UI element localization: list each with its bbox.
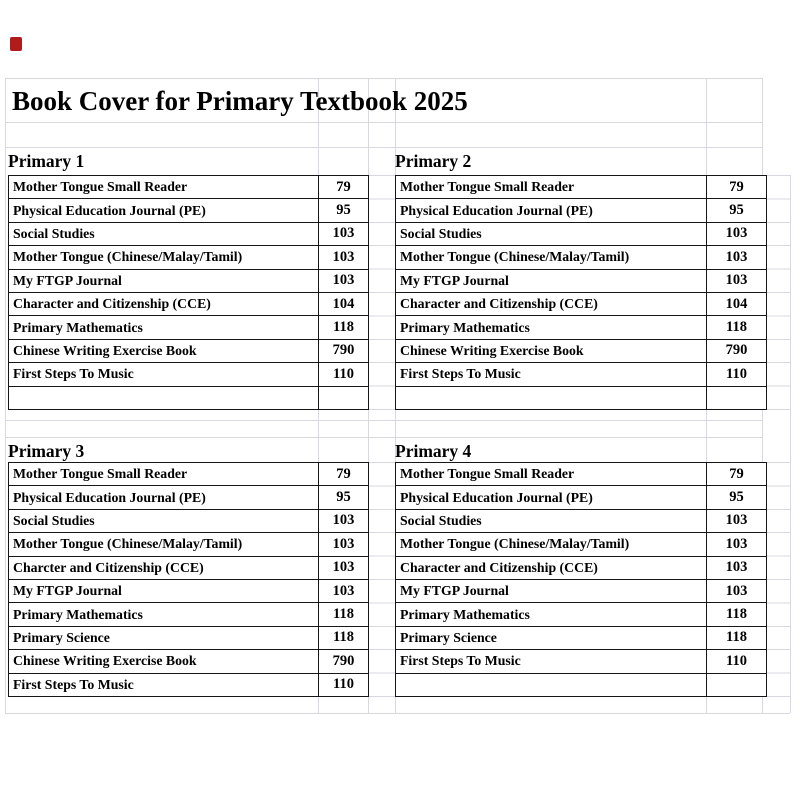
gridline (5, 437, 763, 438)
book-name-cell[interactable]: Mother Tongue (Chinese/Malay/Tamil) (396, 246, 707, 269)
book-qty-cell[interactable]: 103 (707, 556, 767, 579)
section-header-primary-3: Primary 3 (8, 441, 85, 461)
book-name-cell[interactable]: Physical Education Journal (PE) (9, 486, 319, 509)
book-name-cell[interactable]: Physical Education Journal (PE) (9, 199, 319, 222)
gridline (368, 175, 396, 411)
red-marker-icon (10, 37, 22, 51)
book-table-primary-1 (8, 175, 369, 410)
book-name-cell[interactable]: Mother Tongue (Chinese/Malay/Tamil) (396, 533, 707, 556)
book-qty-cell[interactable]: 118 (707, 316, 767, 339)
book-name-cell[interactable]: Primary Mathematics (396, 603, 707, 626)
book-qty-cell[interactable]: 103 (707, 533, 767, 556)
table-row (396, 292, 767, 315)
book-qty-cell[interactable]: 79 (319, 463, 369, 486)
book-name-cell[interactable]: My FTGP Journal (9, 269, 319, 292)
book-qty-cell[interactable]: 118 (707, 626, 767, 649)
table-row (9, 463, 369, 486)
book-name-cell[interactable]: Mother Tongue Small Reader (9, 176, 319, 199)
table-row (396, 222, 767, 245)
book-name-cell[interactable]: Primary Mathematics (396, 316, 707, 339)
table-row (9, 603, 369, 626)
book-name-cell[interactable]: Chinese Writing Exercise Book (396, 339, 707, 362)
table-row (396, 463, 767, 486)
book-table-primary-4 (395, 462, 767, 697)
book-name-cell[interactable]: Social Studies (396, 509, 707, 532)
book-qty-cell[interactable]: 103 (319, 246, 369, 269)
table-row (396, 533, 767, 556)
table-row (9, 579, 369, 602)
book-qty-cell[interactable]: 103 (319, 533, 369, 556)
book-qty-cell[interactable]: 104 (319, 292, 369, 315)
book-name-cell[interactable]: Chinese Writing Exercise Book (9, 650, 319, 673)
book-qty-cell[interactable]: 110 (707, 650, 767, 673)
book-qty-cell[interactable]: 103 (707, 269, 767, 292)
book-qty-cell[interactable]: 103 (707, 579, 767, 602)
book-table-primary-3 (8, 462, 369, 697)
table-row (396, 176, 767, 199)
table-row (9, 533, 369, 556)
gridline (5, 78, 763, 79)
section-header-primary-4: Primary 4 (395, 441, 472, 461)
book-name-cell[interactable]: Mother Tongue Small Reader (396, 176, 707, 199)
table-row (9, 363, 369, 386)
book-qty-cell[interactable]: 110 (707, 363, 767, 386)
book-name-cell[interactable]: Primary Science (9, 626, 319, 649)
gridline (5, 420, 763, 421)
gridline (790, 175, 791, 713)
book-qty-cell[interactable]: 79 (707, 176, 767, 199)
book-qty-cell[interactable]: 103 (319, 269, 369, 292)
book-name-cell[interactable] (9, 386, 319, 409)
book-name-cell[interactable]: First Steps To Music (396, 363, 707, 386)
book-qty-cell[interactable]: 110 (319, 363, 369, 386)
book-name-cell[interactable]: Social Studies (9, 509, 319, 532)
table-row (9, 176, 369, 199)
table-row (396, 603, 767, 626)
book-table-primary-2 (395, 175, 767, 410)
book-name-cell[interactable]: Mother Tongue Small Reader (396, 463, 707, 486)
table-row (9, 269, 369, 292)
table-row (9, 673, 369, 696)
book-qty-cell[interactable]: 104 (707, 292, 767, 315)
table-row (9, 509, 369, 532)
section-header-primary-1: Primary 1 (8, 151, 85, 171)
table-row (396, 486, 767, 509)
book-name-cell[interactable]: First Steps To Music (9, 363, 319, 386)
book-qty-cell[interactable]: 103 (319, 222, 369, 245)
table-row (396, 363, 767, 386)
table-row (396, 339, 767, 362)
book-qty-cell[interactable]: 118 (319, 603, 369, 626)
gridline (5, 78, 6, 713)
table-row (9, 386, 369, 409)
book-name-cell[interactable]: Character and Citizenship (CCE) (9, 292, 319, 315)
book-name-cell[interactable]: First Steps To Music (9, 673, 319, 696)
gridline (5, 713, 790, 714)
table-row (396, 269, 767, 292)
book-name-cell[interactable]: Mother Tongue (Chinese/Malay/Tamil) (9, 533, 319, 556)
book-qty-cell[interactable]: 118 (707, 603, 767, 626)
book-name-cell[interactable]: Chinese Writing Exercise Book (9, 339, 319, 362)
table-row (396, 626, 767, 649)
table-row (9, 626, 369, 649)
book-name-cell[interactable]: Mother Tongue (Chinese/Malay/Tamil) (9, 246, 319, 269)
page-title: Book Cover for Primary Textbook 2025 (12, 86, 468, 116)
table-row (9, 199, 369, 222)
book-qty-cell[interactable]: 103 (319, 579, 369, 602)
book-qty-cell[interactable]: 103 (319, 556, 369, 579)
book-name-cell[interactable]: My FTGP Journal (396, 579, 707, 602)
gridline (5, 122, 763, 123)
table-row (9, 650, 369, 673)
table-row (396, 509, 767, 532)
book-qty-cell[interactable] (319, 386, 369, 409)
book-name-cell[interactable]: Primary Mathematics (9, 316, 319, 339)
table-row (396, 386, 767, 409)
table-row (9, 339, 369, 362)
gridline (368, 462, 396, 698)
book-qty-cell[interactable]: 790 (319, 339, 369, 362)
book-qty-cell[interactable]: 79 (707, 463, 767, 486)
gridline (763, 175, 790, 411)
book-qty-cell[interactable]: 118 (319, 316, 369, 339)
book-qty-cell[interactable]: 95 (319, 486, 369, 509)
book-name-cell[interactable]: Primary Mathematics (9, 603, 319, 626)
table-row (9, 556, 369, 579)
book-name-cell[interactable]: Charcter and Citizenship (CCE) (9, 556, 319, 579)
book-name-cell[interactable]: Character and Citizenship (CCE) (396, 292, 707, 315)
book-qty-cell[interactable] (707, 673, 767, 696)
book-name-cell[interactable]: Physical Education Journal (PE) (396, 486, 707, 509)
table-row (9, 316, 369, 339)
book-qty-cell[interactable]: 95 (707, 486, 767, 509)
table-row (9, 486, 369, 509)
book-qty-cell[interactable]: 790 (319, 650, 369, 673)
table-row (396, 579, 767, 602)
table-row (396, 650, 767, 673)
book-qty-cell[interactable] (707, 386, 767, 409)
book-qty-cell[interactable]: 103 (707, 246, 767, 269)
table-row (9, 222, 369, 245)
gridline (5, 147, 763, 148)
book-name-cell[interactable]: Social Studies (396, 222, 707, 245)
book-name-cell[interactable] (396, 673, 707, 696)
book-name-cell[interactable]: My FTGP Journal (396, 269, 707, 292)
book-qty-cell[interactable]: 95 (319, 199, 369, 222)
book-name-cell[interactable]: Character and Citizenship (CCE) (396, 556, 707, 579)
book-name-cell[interactable]: Physical Education Journal (PE) (396, 199, 707, 222)
table-row (9, 292, 369, 315)
book-qty-cell[interactable]: 103 (707, 222, 767, 245)
book-qty-cell[interactable]: 110 (319, 673, 369, 696)
book-name-cell[interactable]: Primary Science (396, 626, 707, 649)
table-row (396, 673, 767, 696)
book-qty-cell[interactable]: 79 (319, 176, 369, 199)
book-qty-cell[interactable]: 103 (319, 509, 369, 532)
table-row (9, 246, 369, 269)
book-name-cell[interactable]: First Steps To Music (396, 650, 707, 673)
table-row (396, 199, 767, 222)
book-qty-cell[interactable]: 790 (707, 339, 767, 362)
table-row (396, 556, 767, 579)
gridline (763, 462, 790, 698)
table-row (396, 246, 767, 269)
book-name-cell[interactable]: My FTGP Journal (9, 579, 319, 602)
book-qty-cell[interactable]: 118 (319, 626, 369, 649)
book-name-cell[interactable]: Social Studies (9, 222, 319, 245)
book-name-cell[interactable] (396, 386, 707, 409)
table-row (396, 316, 767, 339)
book-name-cell[interactable]: Mother Tongue Small Reader (9, 463, 319, 486)
book-qty-cell[interactable]: 95 (707, 199, 767, 222)
section-header-primary-2: Primary 2 (395, 151, 472, 171)
book-qty-cell[interactable]: 103 (707, 509, 767, 532)
